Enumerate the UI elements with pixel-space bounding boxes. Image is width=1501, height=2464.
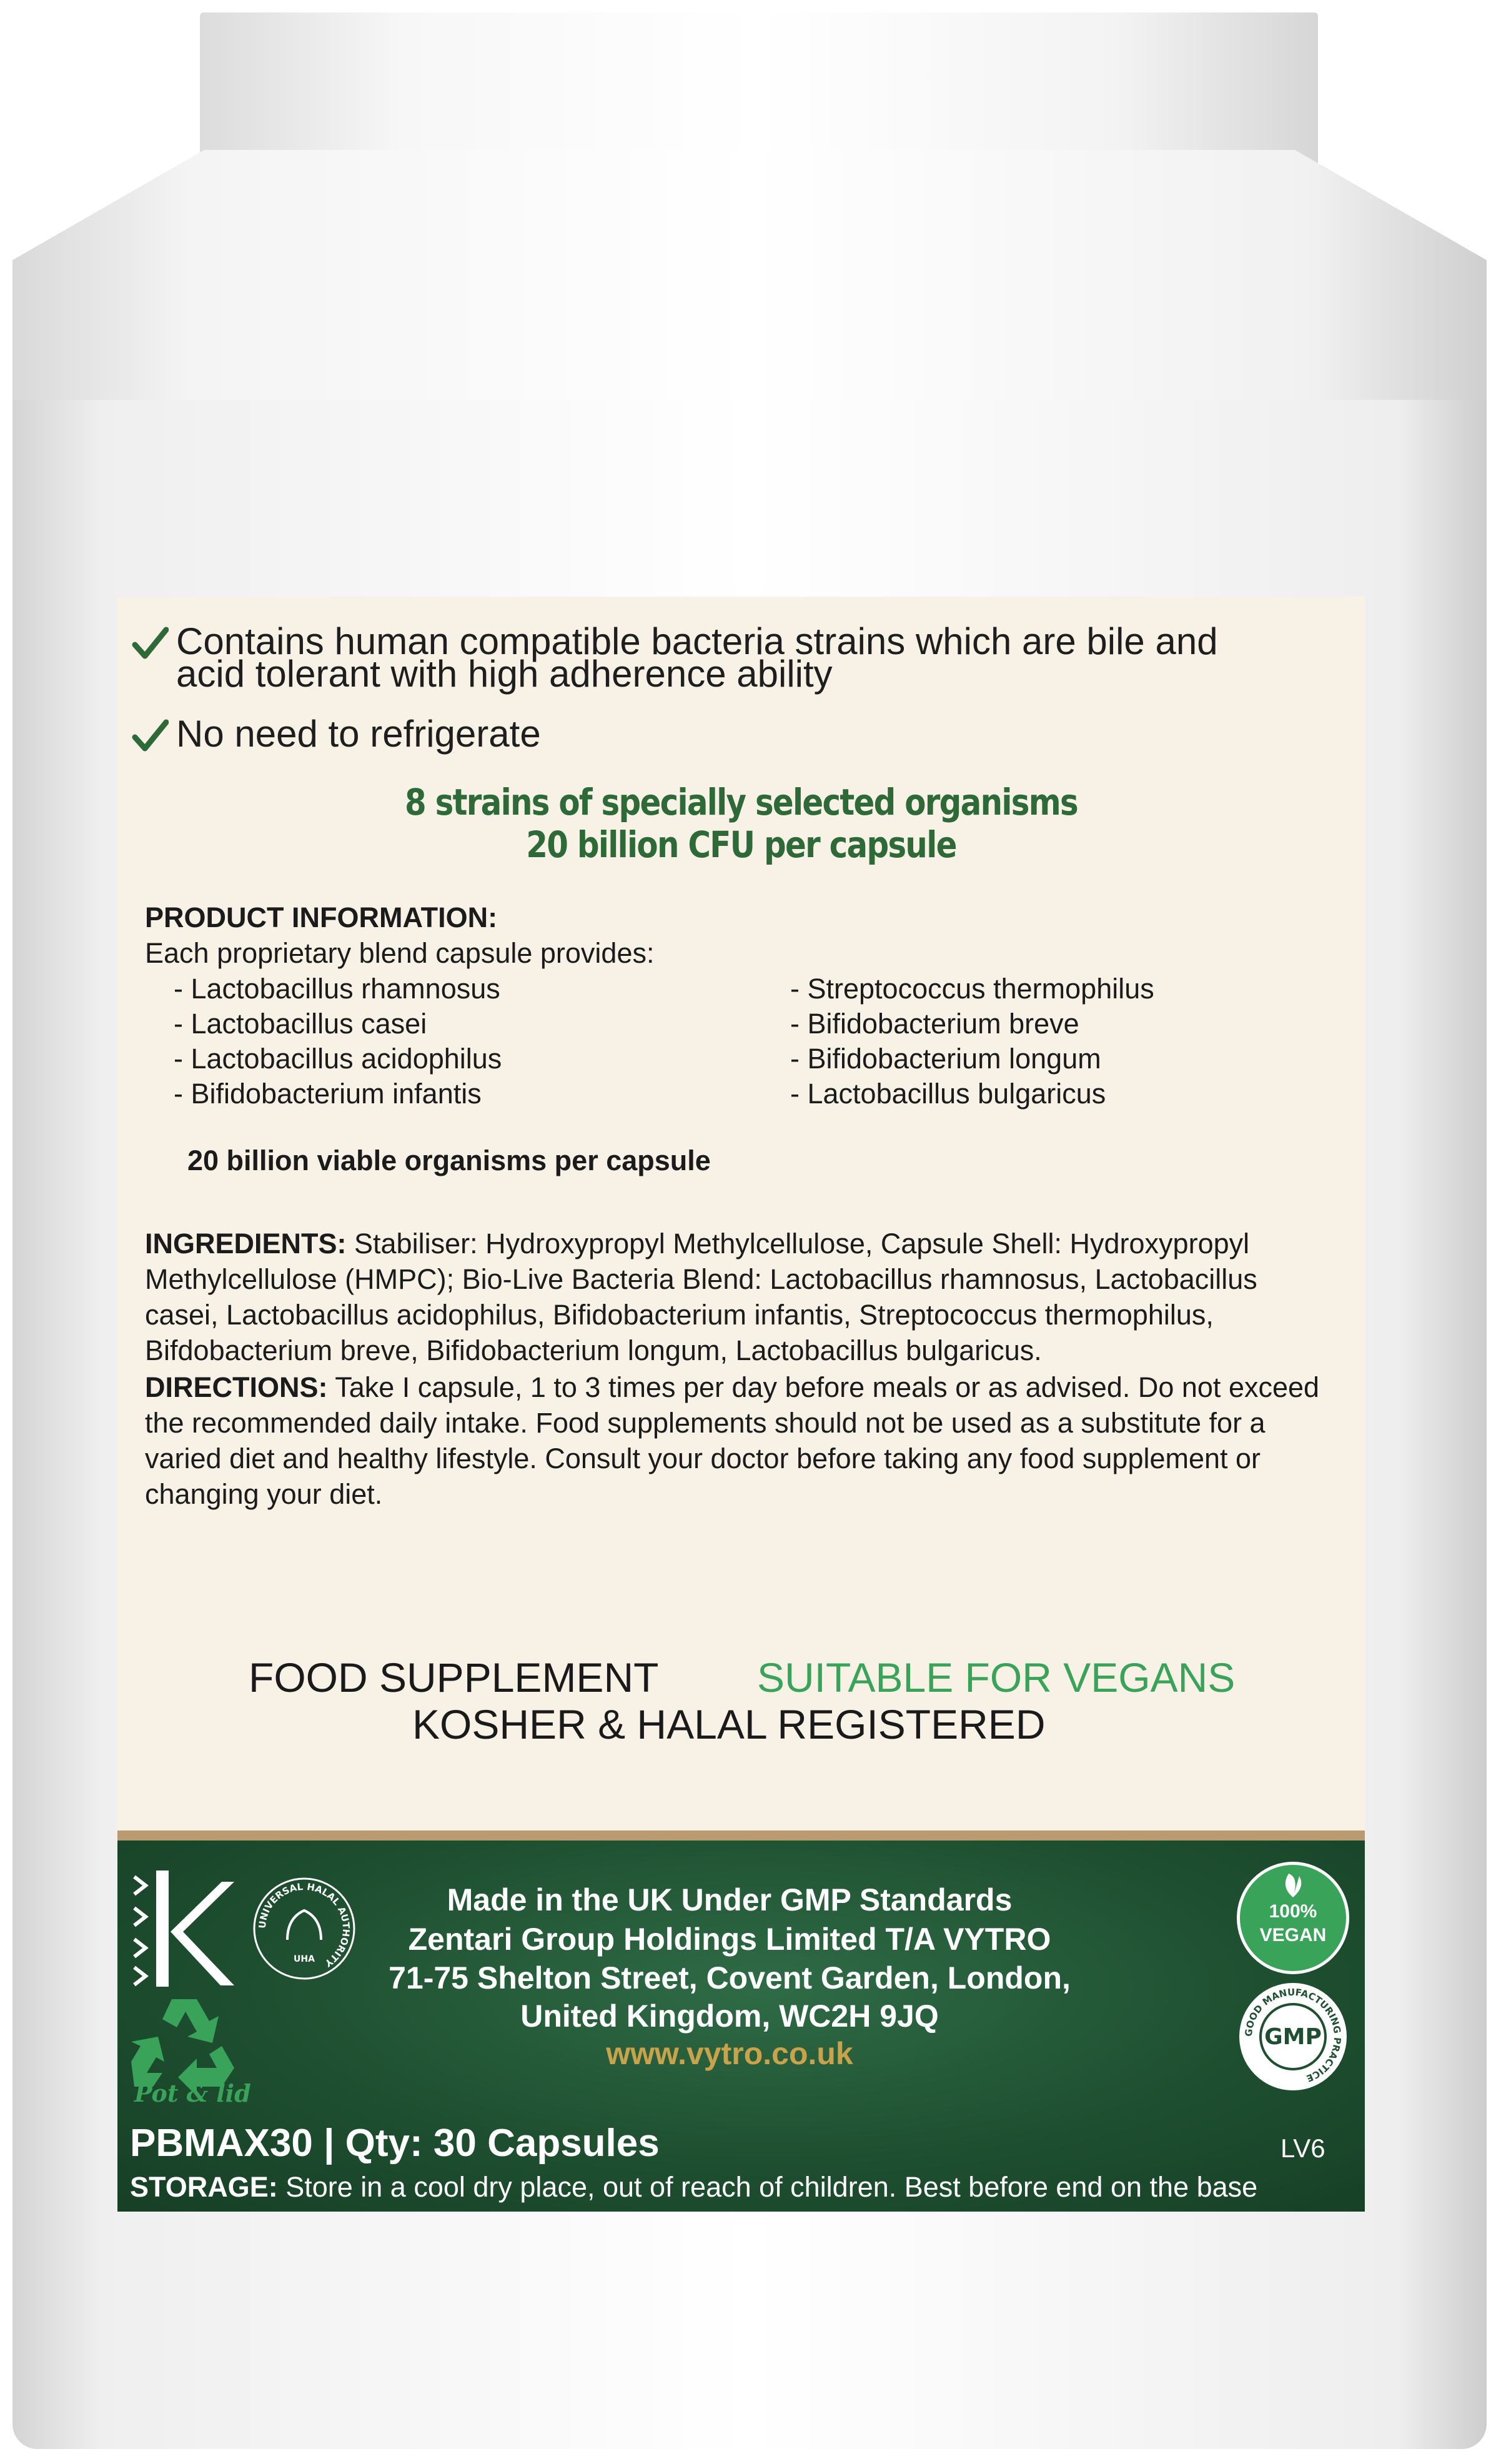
strain-right: - Bifidobacterium longum (790, 1043, 1101, 1075)
directions-label: DIRECTIONS: (145, 1371, 328, 1403)
website-link[interactable]: www.vytro.co.uk (606, 2036, 853, 2071)
product-info-intro: Each proprietary blend capsule provides: (145, 937, 655, 969)
address-city: United Kingdom, WC2H 9JQ (520, 1999, 939, 2034)
ingredients-block (145, 1226, 1332, 1368)
bottle-shoulder (12, 150, 1487, 412)
gmp-badge (1237, 1980, 1349, 2093)
headline-strains: 8 strains of specially selected organisms (405, 781, 1077, 823)
vegan-badge (1237, 1862, 1349, 1974)
vegan-badge-text: VEGAN (1259, 1925, 1327, 1945)
headline-cfu: 20 billion CFU per capsule (526, 823, 956, 866)
recycle-label: Pot & lid (134, 2079, 251, 2107)
storage-text: Store in a cool dry place, out of reach of children. Best before end on the base (277, 2171, 1258, 2203)
directions-text: Take I capsule, 1 to 3 times per day before meals or as advised. Do not exceed the recommended daily intake. Food supplements should not be used as a substitute for a varied diet and healthy lifestyle. Consult your doctor before taking any food supplement or changing your diet. (145, 1371, 1320, 1510)
ingredients-label: INGREDIENTS: (145, 1228, 347, 1259)
bullet-text-line1: Contains human compatible bacteria strains which are bile and (176, 620, 1218, 662)
sku-quantity: PBMAX30 | Qty: 30 Capsules (130, 2122, 660, 2165)
vegan-badge-percent: 100% (1269, 1901, 1317, 1922)
product-info-heading: PRODUCT INFORMATION: (145, 902, 498, 933)
food-supplement-claim: FOOD SUPPLEMENT (249, 1654, 659, 1701)
strain-left: - Lactobacillus acidophilus (174, 1043, 502, 1075)
storage-label: STORAGE: (130, 2171, 278, 2203)
strain-left: - Bifidobacterium infantis (174, 1078, 482, 1110)
strain-left: - Lactobacillus rhamnosus (174, 973, 500, 1005)
bullet-text: No need to refrigerate (176, 713, 541, 755)
check-icon (131, 625, 169, 662)
storage-line (130, 2171, 1257, 2203)
halal-abbr: UHA (294, 1954, 315, 1964)
leaf-icon (1277, 1871, 1309, 1899)
strain-right: - Lactobacillus bulgaricus (790, 1078, 1106, 1110)
ingredients-text: Stabiliser: Hydroxypropyl Methylcellulose, Capsule Shell: Hydroxypropyl Methylcellulose (HMPC); Bio-Live Bacteria Blend: Lactobacillus rhamnosus, Lactobacillus casei, Lactobacillus acidophilus, Bifidobacterium infantis, Streptococcus thermophilus, Bifdobacterium breve, Bifidobacterium longum, Lactobacillus bulgaricus. (145, 1228, 1257, 1366)
strain-right: - Bifidobacterium breve (790, 1008, 1079, 1040)
label-version: LV6 (1281, 2134, 1325, 2163)
gmp-text: GMP (1264, 2024, 1322, 2050)
label-divider (117, 1831, 1365, 1841)
gmp-ring-text: GOOD MANUFACTURING PRACTICE (1242, 1986, 1344, 2084)
company-name: Zentari Group Holdings Limited T/A VYTRO (408, 1922, 1051, 1957)
kosher-halal-claim: KOSHER & HALAL REGISTERED (412, 1701, 1046, 1747)
address-street: 71-75 Shelton Street, Covent Garden, London, (389, 1960, 1071, 1995)
strain-right: - Streptococcus thermophilus (790, 973, 1154, 1005)
strain-left: - Lactobacillus casei (174, 1008, 427, 1040)
viable-organisms: 20 billion viable organisms per capsule (187, 1145, 711, 1176)
vegan-claim: SUITABLE FOR VEGANS (757, 1654, 1236, 1701)
directions-block (145, 1369, 1332, 1512)
check-icon (131, 717, 169, 755)
bullet-text-line2: acid tolerant with high adherence ability (176, 653, 833, 695)
made-in-uk: Made in the UK Under GMP Standards (447, 1882, 1013, 1917)
halal-ring-text: UNIVERSAL HALAL AUTHORITY (256, 1880, 352, 1969)
